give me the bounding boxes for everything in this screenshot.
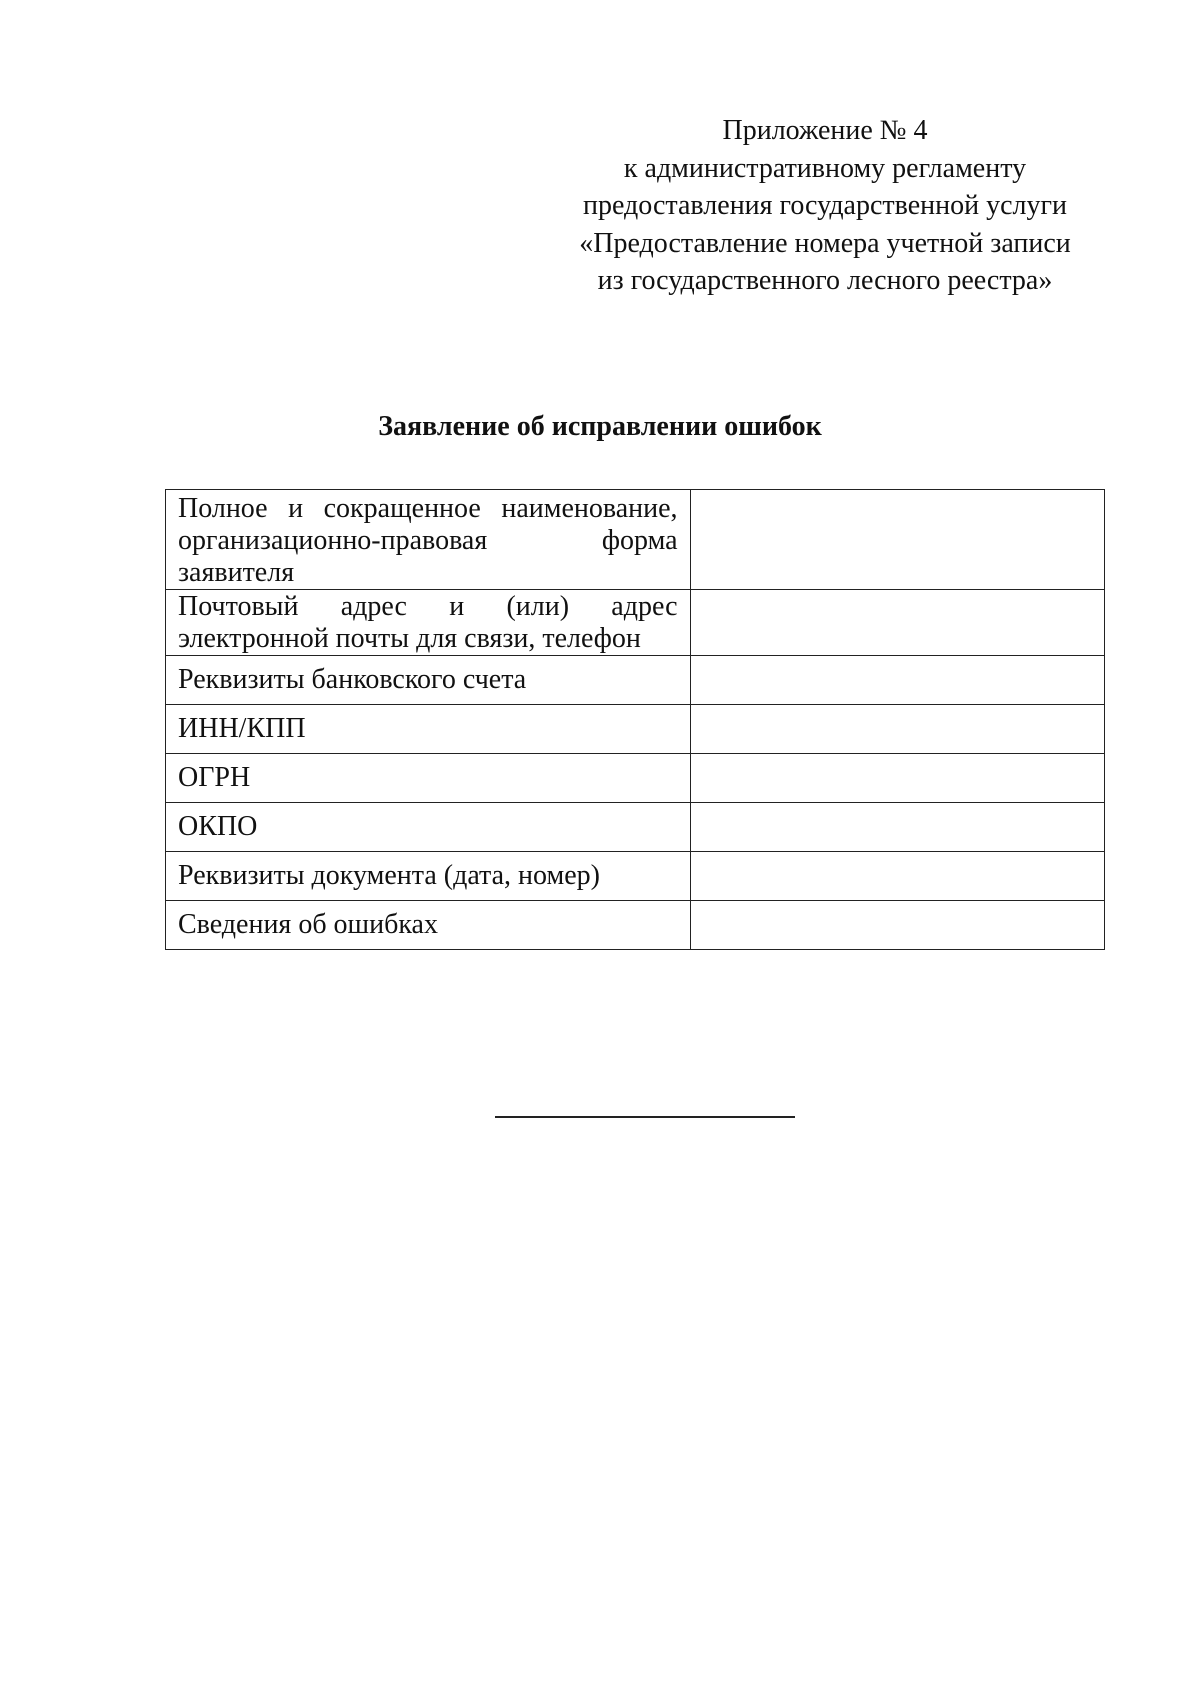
table-row: [166, 705, 1105, 754]
row-value-document-details[interactable]: [690, 852, 1104, 901]
row-label-ogrn: ОГРН: [166, 754, 691, 803]
label-line: электронной почты для связи, телефон: [178, 622, 641, 654]
row-label-contacts: [166, 590, 691, 656]
table-row: [166, 803, 1105, 852]
label-line: заявителя: [178, 557, 295, 588]
row-value-contacts[interactable]: [690, 590, 1104, 656]
appendix-line: к административному регламенту: [623, 152, 1027, 184]
closing-line-divider: [495, 1116, 795, 1118]
row-label-bank-details: Реквизиты банковского счета: [166, 656, 691, 705]
row-value-okpo[interactable]: [690, 803, 1104, 852]
row-label-applicant-name: [166, 490, 691, 590]
label-line: организационно-правовая форма: [178, 525, 678, 556]
table-row: [166, 754, 1105, 803]
appendix-line: из государственного лесного реестра»: [597, 265, 1053, 296]
row-value-bank-details[interactable]: [690, 656, 1104, 705]
appendix-line: Приложение № 4: [722, 115, 928, 146]
table-row: [166, 852, 1105, 901]
row-value-inn-kpp[interactable]: [690, 705, 1104, 754]
label-line: Полное и сокращенное наименование,: [178, 493, 678, 524]
table-row: [166, 490, 1105, 590]
row-label-inn-kpp: ИНН/КПП: [166, 705, 691, 754]
document-title: Заявление об исправлении ошибок: [378, 411, 822, 442]
row-label-error-info: Сведения об ошибках: [166, 901, 691, 950]
table-row: [166, 656, 1105, 705]
row-value-applicant-name[interactable]: [690, 490, 1104, 590]
row-label-okpo: ОКПО: [166, 803, 691, 852]
appendix-header: [560, 112, 1090, 300]
label-line: Почтовый адрес и (или) адрес: [178, 590, 678, 622]
application-form-table: [165, 489, 1105, 950]
row-value-error-info[interactable]: [690, 901, 1104, 950]
row-label-document-details: Реквизиты документа (дата, номер): [166, 852, 691, 901]
table-row: [166, 590, 1105, 656]
appendix-line: предоставления государственной услуги: [583, 190, 1067, 221]
row-value-ogrn[interactable]: [690, 754, 1104, 803]
appendix-line: «Предоставление номера учетной записи: [579, 227, 1071, 259]
table-row: [166, 901, 1105, 950]
